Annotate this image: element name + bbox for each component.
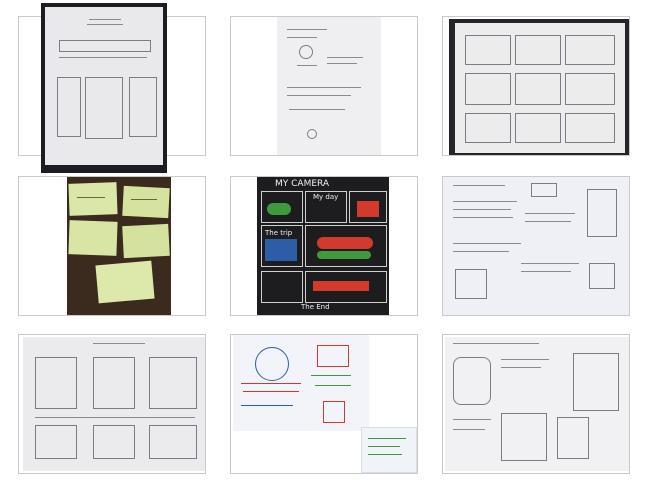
gallery-cell-4[interactable]: [18, 176, 206, 316]
sketch-mindmap[interactable]: [233, 335, 369, 431]
sketch-comic-panels[interactable]: [449, 19, 629, 155]
chalkboard-label-the-trip: The trip: [265, 229, 293, 237]
gallery-cell-6[interactable]: [442, 176, 630, 316]
sketch-sticky-notes[interactable]: [67, 177, 171, 315]
sketch-product-notes[interactable]: [443, 177, 629, 315]
gallery-cell-3[interactable]: [442, 16, 630, 156]
sketch-chalkboard[interactable]: [257, 177, 389, 315]
sketch-mindmap-note[interactable]: [361, 427, 417, 473]
sketch-stick-figure[interactable]: [277, 17, 381, 155]
gallery-cell-7[interactable]: [18, 334, 206, 474]
gallery-cell-9[interactable]: [442, 334, 630, 474]
chalkboard-label-the-end: The End: [301, 303, 330, 311]
sketch-paper-storyboard[interactable]: [41, 3, 167, 173]
gallery-cell-1[interactable]: [18, 16, 206, 156]
chalkboard-title: MY CAMERA: [275, 179, 330, 189]
chalkboard-label-my-day: My day: [313, 193, 339, 201]
sketch-phone-flow[interactable]: [445, 337, 629, 471]
sketch-wireframe[interactable]: [23, 337, 205, 471]
gallery-cell-5[interactable]: [230, 176, 418, 316]
gallery-cell-8[interactable]: [230, 334, 418, 474]
gallery-cell-2[interactable]: [230, 16, 418, 156]
